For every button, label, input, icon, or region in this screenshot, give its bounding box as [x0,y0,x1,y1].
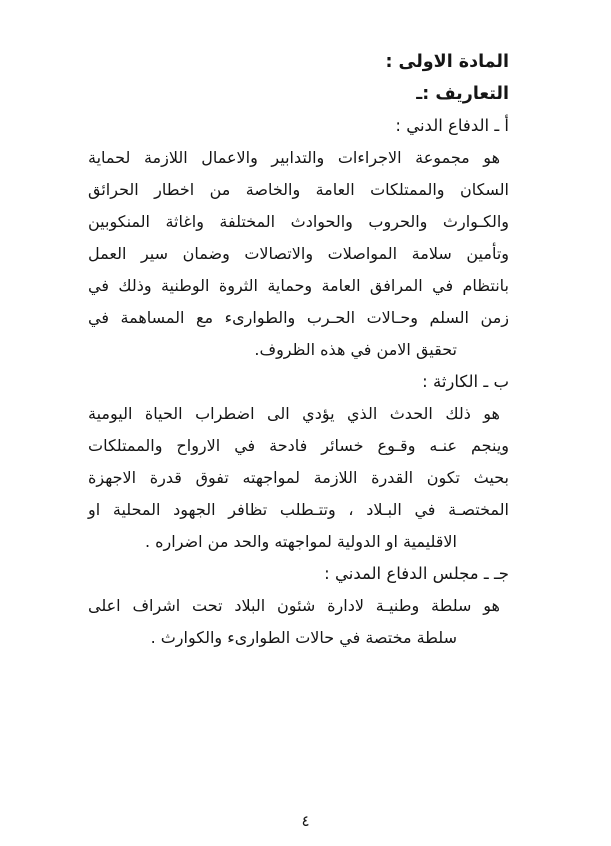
text-line: وينجم عنـه وقـوع خسائر فادحة في الارواح والممتلكات [88,436,509,455]
text-line: الاقليمية او الدولية لمواجهته والحد من اضراره . [144,532,457,551]
text-block [88,46,509,654]
text-line: تحقيق الامن في هذه الظروف. [254,340,457,359]
page-number: ٤ [301,812,310,830]
text-line: هو ذلك الحدث الذي يؤدي الى اضطراب الحياة اليومية [88,404,500,423]
text-line: سلطة مختصة في حالات الطوارىء والكوارث . [150,628,457,647]
text-line: بحيث تكون القدرة اللازمة لمواجهته تفوق قدرة الاجهزة [88,468,509,487]
text-line: هو سلطة وطنيـة لادارة شئون البلاد تحت اشراف اعلى [88,596,500,615]
article-heading: المادة الاولى : [385,52,509,72]
item-a-heading: أ ـ الدفاع الدني : [395,116,509,135]
text-line: والكـوارث والحروب والحوادث المختلفة واغاثة المنكوبين [88,212,509,231]
text-line: بانتظام في المرافق العامة وحماية الثروة الوطنية وذلك في [88,276,509,295]
item-b-heading: ب ـ الكارثة : [422,372,509,391]
item-c-heading: جـ ـ مجلس الدفاع المدني : [324,564,509,583]
text-line: وتأمين سلامة المواصلات والاتصالات وضمان سير العمل [88,244,509,263]
text-line: زمن السلم وحـالات الحـرب والطوارىء مع المساهمة في [88,308,509,327]
definitions-heading: التعاريف :ـ [416,84,509,104]
text-line: هو مجموعة الاجراءات والتدابير والاعمال اللازمة لحماية [88,148,500,167]
text-line: السكان والممتلكات العامة والخاصة من اخطار الحرائق [88,180,509,199]
text-line: المختصـة في البـلاد ، وتتـطلب تظافر الجهود المحلية او [88,500,509,519]
